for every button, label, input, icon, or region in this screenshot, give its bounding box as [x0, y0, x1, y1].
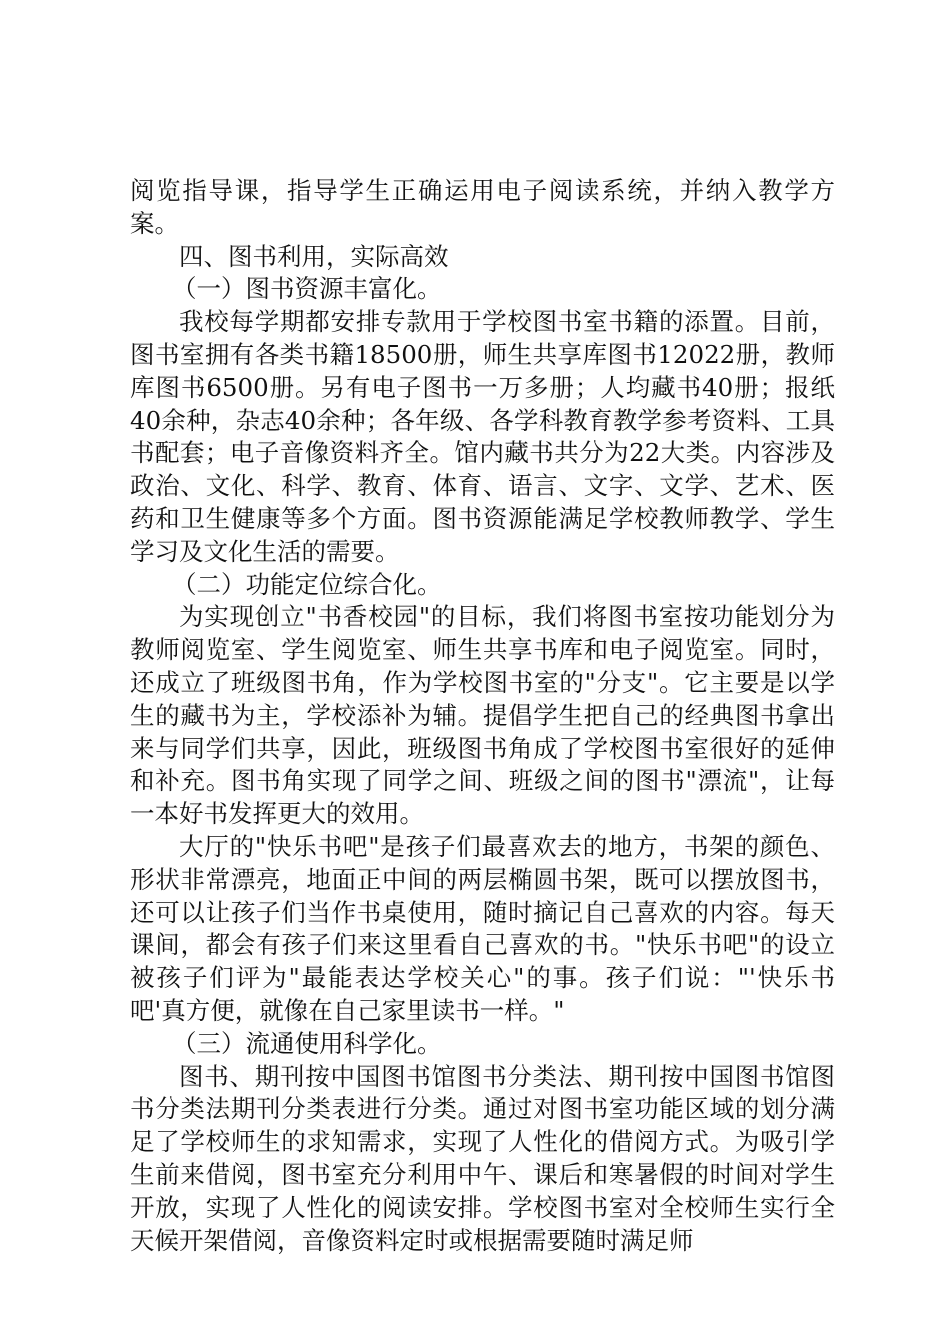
- subsection-heading: （二）功能定位综合化。: [172, 569, 442, 599]
- document-body: [130, 175, 835, 1257]
- section-heading: 四、图书利用，实际高效: [179, 241, 449, 271]
- subsection-heading: （一）图书资源丰富化。: [172, 274, 442, 304]
- body-paragraph: 大厅的"快乐书吧"是孩子们最喜欢去的地方，书架的颜色、形状非常漂亮，地面正中间的两层椭圆书架，既可以摆放图书，还可以让孩子们当作书桌使用，随时摘记自己喜欢的内容。每天课间，都会有孩子们来这里看自己喜欢的书。"快乐书吧"的设立被孩子们评为"最能表达学校关心"的事。孩子们说："'快乐书吧'真方便，就像在自己家里读书一样。": [130, 831, 835, 1025]
- body-paragraph: 为实现创立"书香校园"的目标，我们将图书室按功能划分为教师阅览室、学生阅览室、师生共享书库和电子阅览室。同时，还成立了班级图书角，作为学校图书室的"分支"。它主要是以学生的藏书为主，学校添补为辅。提倡学生把自己的经典图书拿出来与同学们共享，因此，班级图书角成了学校图书室很好的延伸和补充。图书角实现了同学之间、班级之间的图书"漂流"，让每一本好书发挥更大的效用。: [130, 602, 835, 829]
- body-paragraph: 图书、期刊按中国图书馆图书分类法、期刊按中国图书馆图书分类法期刊分类表进行分类。通过对图书室功能区域的划分满足了学校师生的求知需求，实现了人性化的借阅方式。为吸引学生前来借阅，图书室充分利用中午、课后和寒暑假的时间对学生开放，实现了人性化的阅读安排。学校图书室对全校师生实行全天候开架借阅，音像资料定时或根据需要随时满足师: [130, 1061, 835, 1255]
- body-paragraph: 我校每学期都安排专款用于学校图书室书籍的添置。目前，图书室拥有各类书籍18500册，师生共享库图书12022册，教师库图书6500册。另有电子图书一万多册；人均藏书40册；报纸40余种，杂志40余种；各年级、各学科教育教学参考资料、工具书配套；电子音像资料齐全。馆内藏书共分为22大类。内容涉及政治、文化、科学、教育、体育、语言、文字、文学、艺术、医药和卫生健康等多个方面。图书资源能满足学校教师教学、学生学习及文化生活的需要。: [130, 307, 835, 566]
- paragraph-continuation: 阅览指导课，指导学生正确运用电子阅读系统，并纳入教学方案。: [130, 176, 835, 238]
- subsection-heading: （三）流通使用科学化。: [172, 1028, 442, 1058]
